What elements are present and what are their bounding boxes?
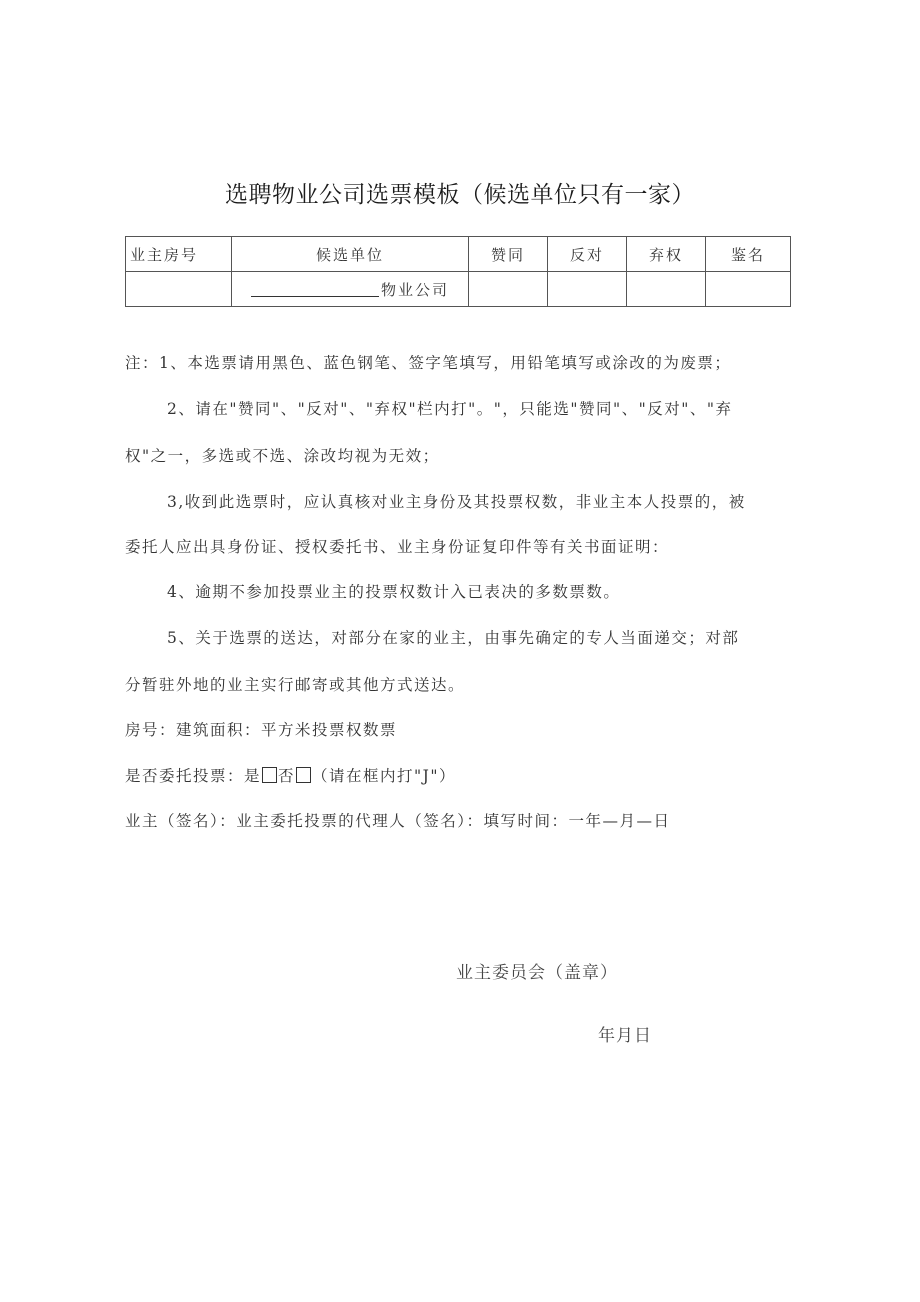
header-abstain: 弃权 bbox=[627, 237, 706, 272]
header-oppose: 反对 bbox=[548, 237, 627, 272]
committee-seal: 业主委员会（盖章） bbox=[456, 963, 618, 983]
agree-cell[interactable] bbox=[469, 272, 548, 307]
note-5-line-1: 5、关于选票的送达，对部分在家的业主，由事先确定的专人当面递交；对部 bbox=[167, 629, 740, 647]
proxy-no-label: 否 bbox=[278, 767, 296, 785]
proxy-prefix: 是否委托投票：是 bbox=[125, 767, 262, 785]
proxy-yes-checkbox[interactable] bbox=[262, 767, 277, 783]
note-2-line-2: 权"之一，多选或不选、涂改均视为无效； bbox=[125, 447, 440, 465]
note-5-line-2: 分暂驻外地的业主实行邮寄或其他方式送达。 bbox=[125, 676, 466, 694]
proxy-line bbox=[125, 764, 456, 786]
house-info-line: 房号：建筑面积：平方米投票权数票 bbox=[125, 721, 398, 739]
proxy-suffix: （请在框内打"J"） bbox=[312, 767, 457, 785]
candidate-cell[interactable] bbox=[232, 272, 469, 307]
oppose-cell[interactable] bbox=[548, 272, 627, 307]
note-1: 注：1、本选票请用黑色、蓝色钢笔、签字笔填写，用铅笔填写或涂改的为废票； bbox=[125, 354, 732, 372]
header-room: 业主房号 bbox=[126, 237, 232, 272]
signature-line: 业主（签名）：业主委托投票的代理人（签名）：填写时间：一年—月—日 bbox=[125, 812, 671, 830]
date-footer: 年月日 bbox=[598, 1026, 652, 1046]
candidate-suffix: 物业公司 bbox=[380, 280, 449, 299]
room-cell[interactable] bbox=[126, 272, 232, 307]
table-row bbox=[126, 272, 791, 307]
header-sign: 鉴名 bbox=[706, 237, 791, 272]
table-header-row bbox=[126, 237, 791, 272]
page-title: 选聘物业公司选票模板（候选单位只有一家） bbox=[225, 182, 695, 208]
abstain-cell[interactable] bbox=[627, 272, 706, 307]
header-agree: 赞同 bbox=[469, 237, 548, 272]
candidate-blank-line[interactable] bbox=[251, 296, 379, 297]
ballot-table bbox=[125, 236, 791, 307]
header-candidate: 候选单位 bbox=[232, 237, 469, 272]
sign-cell[interactable] bbox=[706, 272, 791, 307]
note-3-line-2: 委托人应出具身份证、授权委托书、业主身份证复印件等有关书面证明： bbox=[125, 538, 670, 556]
note-4: 4、逾期不参加投票业主的投票权数计入已表决的多数票数。 bbox=[167, 583, 621, 601]
note-2-line-1: 2、请在"赞同"、"反对"、"弃权"栏内打"。"，只能选"赞同"、"反对"、"弃 bbox=[167, 400, 733, 418]
proxy-no-checkbox[interactable] bbox=[296, 767, 311, 783]
note-3-line-1: 3,收到此选票时，应认真核对业主身份及其投票权数，非业主本人投票的，被 bbox=[167, 493, 746, 511]
